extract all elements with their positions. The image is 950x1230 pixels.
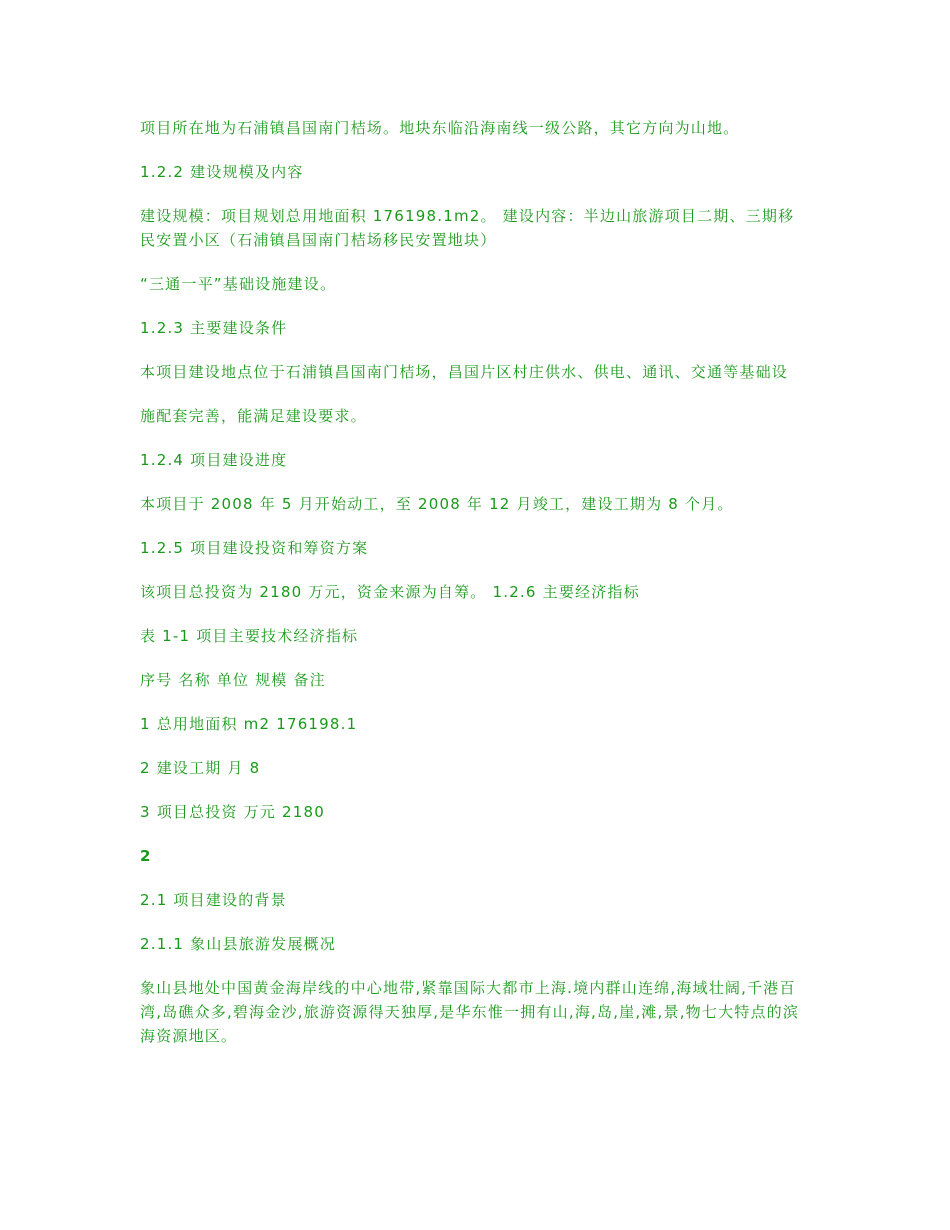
paragraph-supporting-facilities: 施配套完善，能满足建设要求。 bbox=[140, 407, 367, 425]
chapter-number: 2 bbox=[140, 847, 152, 865]
heading-1-2-2: 1.2.2 建设规模及内容 bbox=[140, 163, 304, 181]
paragraph-construction-conditions: 本项目建设地点位于石浦镇昌国南门桔场，昌国片区村庄供水、供电、通讯、交通等基础设 bbox=[140, 363, 789, 381]
table-caption: 表 1-1 项目主要技术经济指标 bbox=[140, 627, 359, 645]
table-row: 3 项目总投资 万元 2180 bbox=[140, 803, 326, 821]
heading-2-1-1: 2.1.1 象山县旅游发展概况 bbox=[140, 935, 336, 953]
table-header-row: 序号 名称 单位 规模 备注 bbox=[140, 671, 326, 689]
paragraph-infrastructure: “三通一平”基础设施建设。 bbox=[140, 275, 337, 293]
table-row: 2 建设工期 月 8 bbox=[140, 759, 261, 777]
document-body bbox=[140, 116, 810, 1068]
paragraph-construction-scale: 建设规模：项目规划总用地面积 176198.1m2。 建设内容：半边山旅游项目二期、三期移民安置小区（石浦镇昌国南门桔场移民安置地块） bbox=[140, 207, 795, 249]
table-row: 1 总用地面积 m2 176198.1 bbox=[140, 715, 358, 733]
heading-1-2-5: 1.2.5 项目建设投资和筹资方案 bbox=[140, 539, 369, 557]
heading-1-2-3: 1.2.3 主要建设条件 bbox=[140, 319, 288, 337]
heading-1-2-4: 1.2.4 项目建设进度 bbox=[140, 451, 288, 469]
paragraph-project-location: 项目所在地为石浦镇昌国南门桔场。地块东临沿海南线一级公路，其它方向为山地。 bbox=[140, 119, 740, 137]
paragraph-xiangshan-overview: 象山县地处中国黄金海岸线的中心地带,紧靠国际大都市上海.境内群山连绵,海域壮阔,千港百湾,岛礁众多,碧海金沙,旅游资源得天独厚,是华东惟一拥有山,海,岛,崖,滩,景,物七大特点的滨海资源地区。 bbox=[140, 979, 800, 1045]
heading-2-1: 2.1 项目建设的背景 bbox=[140, 891, 287, 909]
paragraph-investment: 该项目总投资为 2180 万元，资金来源为自筹。 1.2.6 主要经济指标 bbox=[140, 583, 640, 601]
paragraph-schedule: 本项目于 2008 年 5 月开始动工，至 2008 年 12 月竣工，建设工期为 8 个月。 bbox=[140, 495, 734, 513]
